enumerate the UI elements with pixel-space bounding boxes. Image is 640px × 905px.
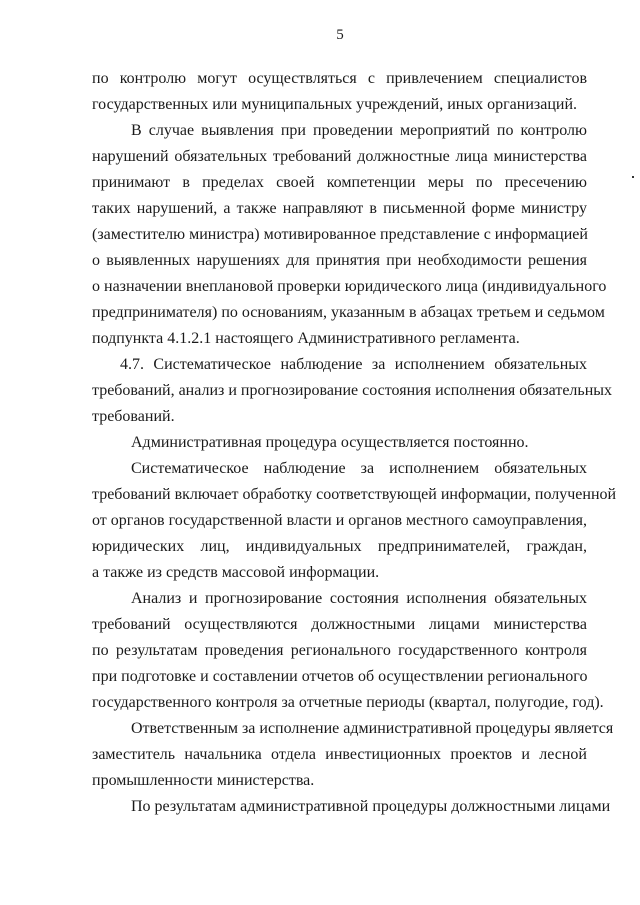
paragraph xyxy=(92,118,607,352)
text-line: Систематическое наблюдение за исполнением обязательных xyxy=(131,460,587,477)
text-line: Ответственным за исполнение административной процедуры является xyxy=(131,720,614,737)
paragraph xyxy=(92,794,611,820)
document-body xyxy=(92,66,617,820)
text-line: по результатам проведения регионального государственного контроля xyxy=(92,642,587,659)
text-line: (заместителю министра) мотивированное представление с информацией xyxy=(92,226,588,243)
text-line: промышленности министерства. xyxy=(92,772,315,789)
text-line: подпункта 4.1.2.1 настоящего Административного регламента. xyxy=(92,330,520,347)
text-line: нарушений обязательных требований должностные лица министерства xyxy=(92,148,587,165)
scan-speck xyxy=(632,176,634,178)
text-line: Анализ и прогнозирование состояния исполнения обязательных xyxy=(131,590,587,607)
text-line: государственных или муниципальных учреждений, иных организаций. xyxy=(92,96,578,113)
paragraph xyxy=(92,352,613,430)
paragraph xyxy=(92,456,617,586)
text-line: 4.7. Систематическое наблюдение за исполнением обязательных xyxy=(120,356,587,373)
text-line: государственного контроля за отчетные периоды (квартал, полугодие, год). xyxy=(92,694,604,711)
text-line: Административная процедура осуществляется постоянно. xyxy=(131,434,529,451)
paragraph xyxy=(92,66,587,118)
text-line: требований. xyxy=(92,408,175,425)
text-line: о выявленных нарушениях для принятия при необходимости решения xyxy=(92,252,587,269)
page-number: 5 xyxy=(336,27,344,43)
text-line: заместитель начальника отдела инвестиционных проектов и лесной xyxy=(92,746,587,763)
paragraph xyxy=(92,430,587,456)
text-line: при подготовке и составлении отчетов об осуществлении регионального xyxy=(92,668,588,685)
text-line: принимают в пределах своей компетенции меры по пресечению xyxy=(92,174,587,191)
text-line: требований включает обработку соответствующей информации, полученной xyxy=(92,486,617,503)
text-line: требований, анализ и прогнозирование состояния исполнения обязательных xyxy=(92,382,613,399)
text-line: от органов государственной власти и органов местного самоуправления, xyxy=(92,512,587,529)
text-line: о назначении внеплановой проверки юридического лица (индивидуального xyxy=(92,278,607,295)
text-line: а также из средств массовой информации. xyxy=(92,564,380,581)
text-line: по контролю могут осуществляться с привлечением специалистов xyxy=(92,70,587,87)
text-line: предпринимателя) по основаниям, указанным в абзацах третьем и седьмом xyxy=(92,304,605,321)
text-line: юридических лиц, индивидуальных предпринимателей, граждан, xyxy=(92,538,587,555)
text-line: По результатам административной процедуры должностными лицами xyxy=(131,798,611,815)
paragraph xyxy=(92,716,614,794)
paragraph xyxy=(92,586,604,716)
text-line: В случае выявления при проведении мероприятий по контролю xyxy=(131,122,587,139)
text-line: таких нарушений, а также направляют в письменной форме министру xyxy=(92,200,587,217)
text-line: требований осуществляются должностными лицами министерства xyxy=(92,616,587,633)
